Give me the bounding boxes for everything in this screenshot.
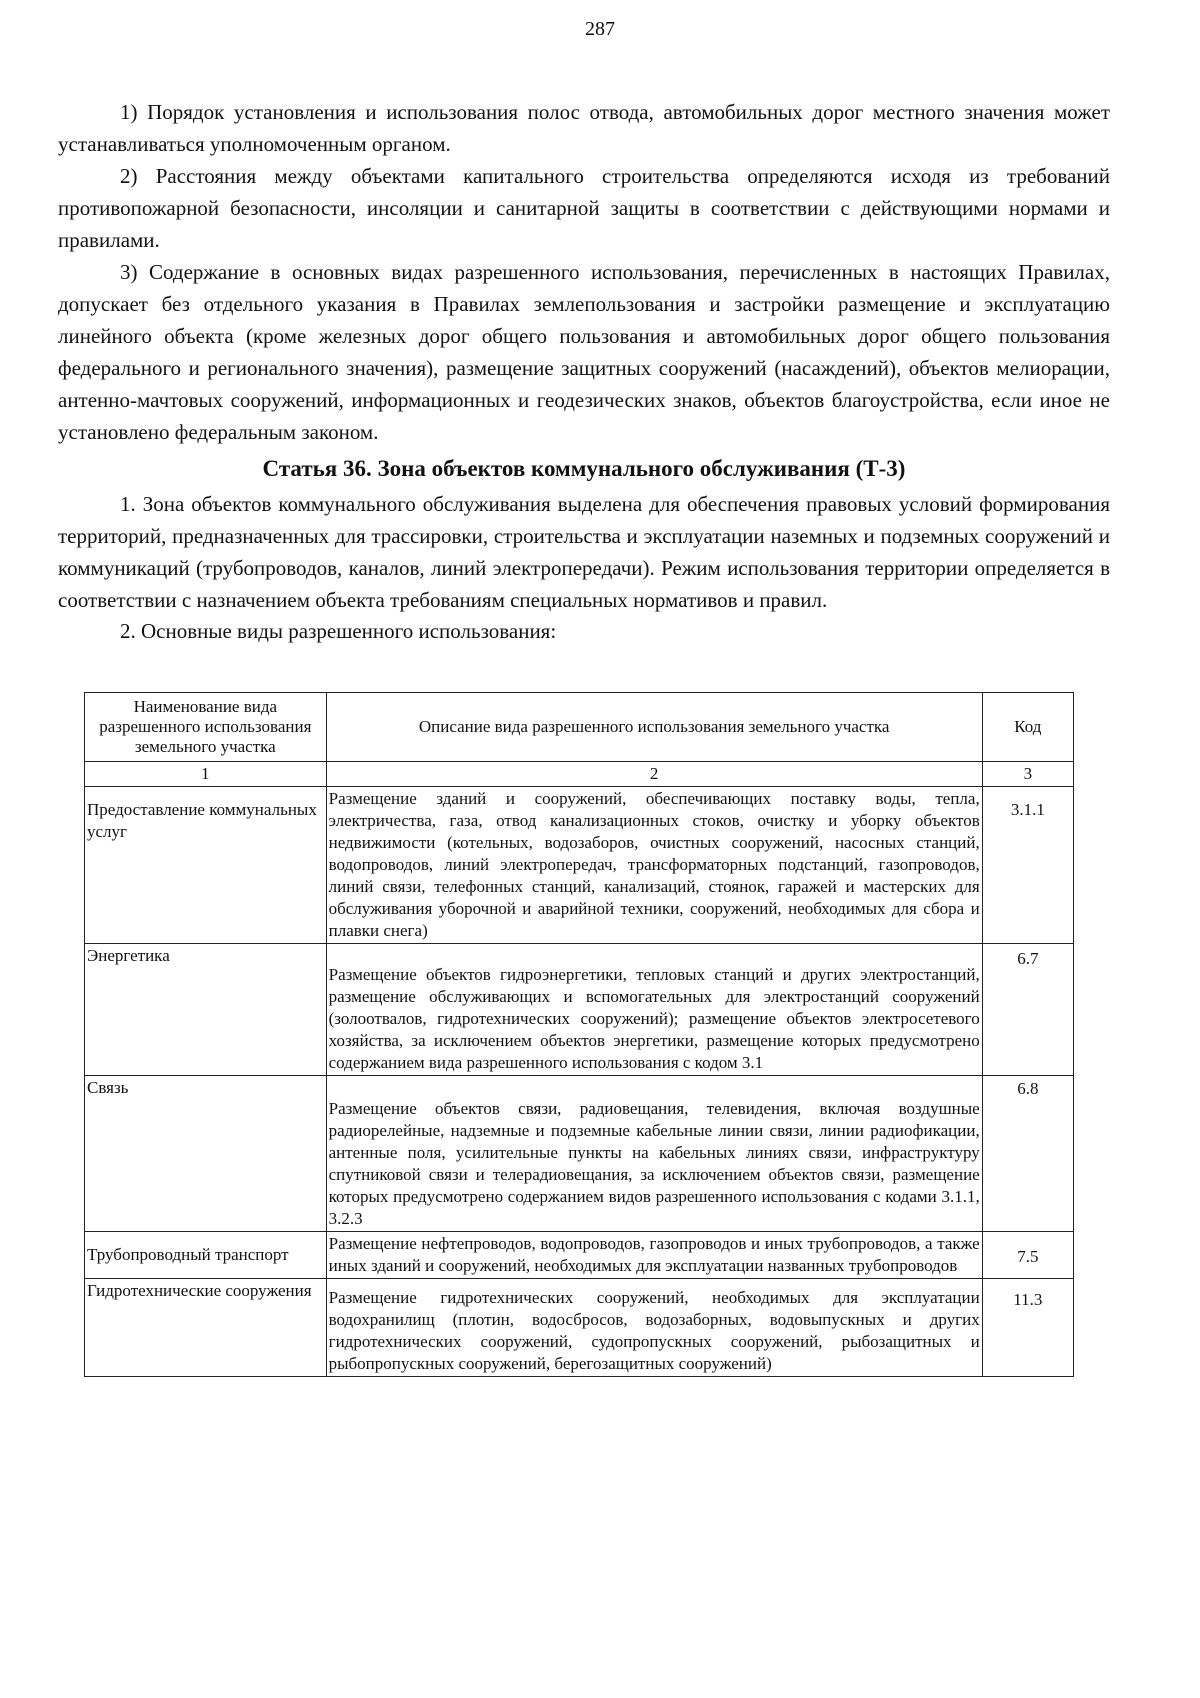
table-row [85,1232,1074,1279]
paragraph-2: 2) Расстояния между объектами капитального строительства определяются исходя из требований противопожарной безопасности, инсоляции и санитарной защиты в соответствии с действующими нормами и правилами. [58,164,1110,252]
document-body [58,96,1110,646]
use-description: Размещение нефтепроводов, водопроводов, газопроводов и иных трубопроводов, а также иных зданий и сооружений, необходимых для эксплуатации названных трубопроводов [326,1232,982,1279]
page-number: 287 [585,18,615,40]
table-row [85,1076,1074,1232]
use-description: Размещение гидротехнических сооружений, необходимых для эксплуатации водохранилищ (плотин, водосбросов, водозаборных, водовыпускных и других гидротехнических сооружений, судопропускных сооружений, рыбозащитных и рыбопропускных сооружений, берегозащитных сооружений) [326,1279,982,1377]
article-paragraph: 1. Зона объектов коммунального обслуживания выделена для обеспечения правовых условий формирования территорий, предназначенных для трассировки, строительства и эксплуатации наземных и подземных сооружений и коммуникаций (трубопроводов, каналов, линий электропередачи). Режим использования территории определяется в соответствии с назначением объекта требованиям специальных нормативов и правил. [58,492,1110,612]
article-heading: Статья 36. Зона объектов коммунального обслуживания (Т-3) [262,456,906,481]
use-code: 6.8 [982,1076,1073,1232]
paragraph-3: 3) Содержание в основных видах разрешенного использования, перечисленных в настоящих Правилах, допускает без отдельного указания в Правилах землепользования и застройки размещение и эксплуатацию линейного объекта (кроме железных дорог общего пользования и автомобильных дорог общего пользования федерального и регионального значения), размещение защитных сооружений (насаждений), объектов мелиорации, антенно-мачтовых сооружений, информационных и геодезических знаков, объектов благоустройства, если иное не установлено федеральным законом. [58,260,1110,444]
use-code: 3.1.1 [982,787,1073,944]
permitted-uses-table [84,692,1074,1377]
table-row [85,944,1074,1076]
paragraph-1: 1) Порядок установления и использования полос отвода, автомобильных дорог местного значения может устанавливаться уполномоченным органом. [58,100,1110,156]
header-name: Наименование вида разрешенного использования земельного участка [85,693,327,762]
use-name: Трубопроводный транспорт [85,1232,327,1279]
use-description: Размещение зданий и сооружений, обеспечивающих поставку воды, тепла, электричества, газа, отвод канализационных стоков, очистку и уборку объектов недвижимости (котельных, водозаборов, очистных сооружений, насосных станций, водопроводов, линий электропередач, трансформаторных подстанций, газопроводов, линий связи, телефонных станций, канализаций, стоянок, гаражей и мастерских для обслуживания уборочной и аварийной техники, сооружений, необходимых для сбора и плавки снега) [326,787,982,944]
use-name: Предоставление коммунальных услуг [85,787,327,944]
use-code: 7.5 [982,1232,1073,1279]
column-number: 1 [85,762,327,787]
use-code: 6.7 [982,944,1073,1076]
column-number: 3 [982,762,1073,787]
table-header-row [85,693,1074,762]
use-name: Связь [85,1076,327,1232]
use-description: Размещение объектов гидроэнергетики, тепловых станций и других электростанций, размещение обслуживающих и вспомогательных для электростанций сооружений (золоотвалов, гидротехнических сооружений); размещение объектов электросетевого хозяйства, за исключением объектов энергетики, размещение которых предусмотрено содержанием вида разрешенного использования с кодом 3.1 [326,944,982,1076]
column-number-row [85,762,1074,787]
column-number: 2 [326,762,982,787]
use-description: Размещение объектов связи, радиовещания, телевидения, включая воздушные радиорелейные, надземные и подземные кабельные линии связи, линии радиофикации, антенные поля, усилительные пункты на кабельных линиях связи, инфраструктуру спутниковой связи и телерадиовещания, за исключением объектов связи, размещение которых предусмотрено содержанием видов разрешенного использования с кодами 3.1.1, 3.2.3 [326,1076,982,1232]
use-code: 11.3 [982,1279,1073,1377]
use-name: Энергетика [85,944,327,1076]
table-row [85,1279,1074,1377]
header-description: Описание вида разрешенного использования земельного участка [326,693,982,762]
header-code: Код [982,693,1073,762]
table-row [85,787,1074,944]
use-name: Гидротехнические сооружения [85,1279,327,1377]
list-intro: 2. Основные виды разрешенного использования: [120,619,557,643]
